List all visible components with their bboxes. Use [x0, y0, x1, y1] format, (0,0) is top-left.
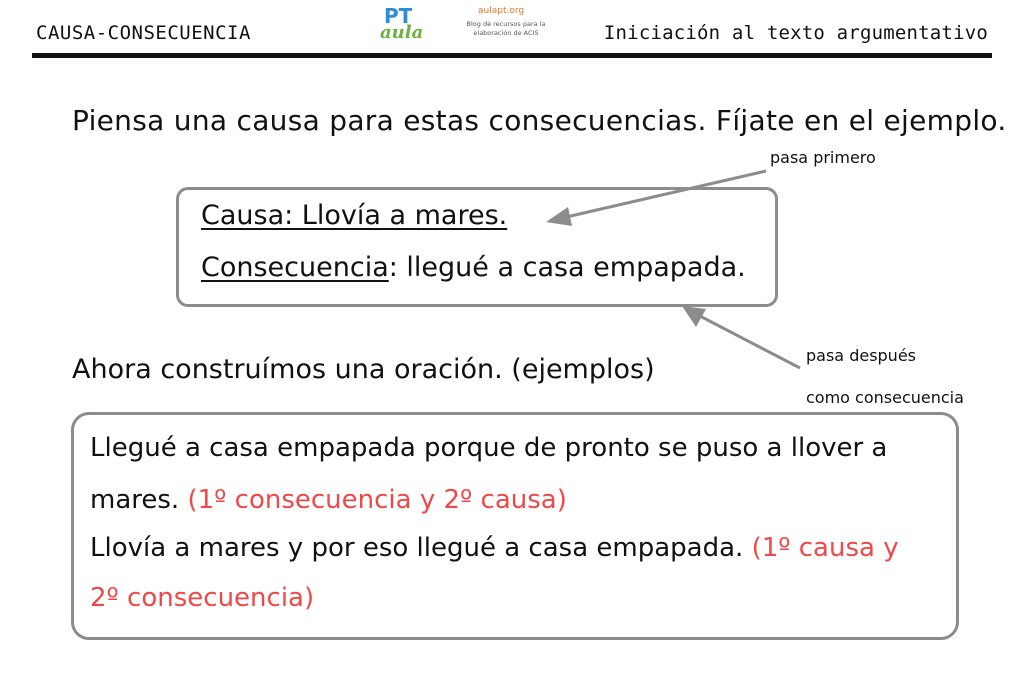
- annotation-after-line2: como consecuencia: [806, 388, 964, 407]
- logo-url-text: aulapt.org: [478, 6, 525, 16]
- arrow-first-head: [546, 207, 572, 226]
- sentence-2-text: Llovía a mares y por eso llegué a casa empapada.: [90, 533, 744, 563]
- now-text: Ahora construímos una oración. (ejemplos): [72, 354, 655, 385]
- sentence-1-note: (1º consecuencia y 2º causa): [187, 485, 567, 515]
- sentence-1-line-2: [90, 485, 567, 515]
- sentences-box: [71, 412, 959, 640]
- logo-aula-text: aula: [380, 22, 424, 43]
- sentence-2-note-end: 2º consecuencia): [90, 583, 315, 613]
- header-title-right: Iniciación al texto argumentativo: [603, 22, 988, 44]
- consequence-label: Consecuencia: [201, 252, 389, 283]
- annotation-after-line1: pasa después: [806, 346, 916, 365]
- sentence-1-end: mares.: [90, 485, 180, 515]
- instruction-text: Piensa una causa para estas consecuencias. Fíjate en el ejemplo.: [72, 104, 1007, 137]
- header-title-left: CAUSA-CONSECUENCIA: [36, 22, 251, 44]
- logo-pt-text: PT: [384, 4, 413, 28]
- example-cause: Causa: Llovía a mares.: [201, 200, 508, 231]
- annotation-first: pasa primero: [770, 148, 876, 167]
- arrow-first-line: [562, 171, 766, 218]
- consequence-text: : llegué a casa empapada.: [388, 252, 746, 283]
- arrow-after-line: [696, 314, 800, 368]
- logo-tagline: Blog de recursos para la elaboración de ACIS: [466, 20, 546, 37]
- sentence-2-line-1: [90, 533, 899, 563]
- sentence-1-line-1: Llegué a casa empapada porque de pronto se puso a llover a: [90, 433, 888, 463]
- sentence-2-note-start: (1º causa y: [751, 533, 899, 563]
